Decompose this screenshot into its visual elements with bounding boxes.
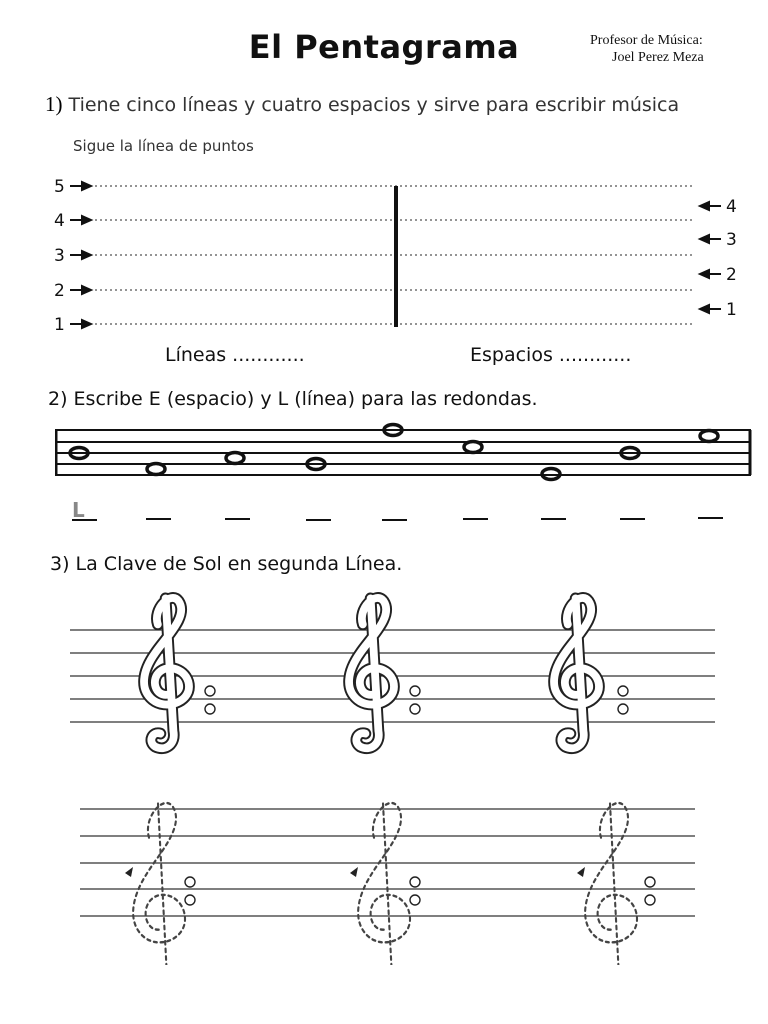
clef-dots-icon: [410, 877, 420, 905]
line-number-4: 4: [54, 211, 65, 231]
clef-dots-icon: [185, 877, 195, 905]
whole-note-icon: [306, 459, 326, 470]
space-number-4: 4: [726, 197, 737, 217]
question-2: 2) Escribe E (espacio) y L (línea) para las redondas.: [48, 388, 538, 410]
teacher-label: Profesor de Música:: [590, 33, 703, 48]
question-3: 3) La Clave de Sol en segunda Línea.: [50, 553, 403, 575]
arrow-left-icon: [700, 270, 721, 278]
whole-note-icon: [69, 448, 89, 459]
whole-note-icon: [464, 442, 482, 453]
arrow-right-icon: [70, 251, 91, 259]
clef-dots-icon: [645, 877, 655, 905]
teacher-info: [590, 32, 750, 66]
arrow-left-icon: [700, 235, 721, 243]
question-1-number: 1): [45, 92, 63, 116]
clef-dots-icon: [410, 686, 420, 714]
clef-dots-icon: [618, 686, 628, 714]
line-number-5: 5: [54, 177, 65, 197]
notes-staff: [55, 418, 755, 488]
whole-note-icon: [700, 431, 718, 442]
dotted-treble-clef-icon: [358, 803, 410, 965]
teacher-name: Joel Perez Meza: [612, 50, 704, 65]
space-number-2: 2: [726, 265, 737, 285]
start-arrow-icon: [125, 867, 133, 877]
arrow-right-icon: [70, 216, 91, 224]
page-title: El Pentagrama: [248, 28, 520, 66]
answer-blanks: [70, 495, 750, 527]
espacios-answer-label: Espacios ............: [470, 344, 632, 366]
arrow-right-icon: [70, 286, 91, 294]
clef-dots-icon: [205, 686, 215, 714]
whole-note-icon: [383, 425, 403, 436]
arrow-left-icon: [700, 202, 721, 210]
clef-tracing-staff-outline: [55, 585, 720, 765]
follow-dots-instruction: Sigue la línea de puntos: [73, 137, 254, 155]
arrow-left-icon: [700, 305, 721, 313]
example-answer: L: [72, 498, 85, 522]
line-number-3: 3: [54, 246, 65, 266]
dotted-staff-diagram: [50, 170, 750, 335]
space-number-1: 1: [726, 300, 737, 320]
clef-tracing-staff-dotted: [55, 765, 720, 965]
question-1-text: Tiene cinco líneas y cuatro espacios y sirve para escribir música: [68, 94, 680, 116]
whole-note-icon: [226, 453, 244, 464]
line-number-1: 1: [54, 315, 65, 335]
arrow-right-icon: [70, 182, 91, 190]
whole-note-icon: [541, 469, 561, 480]
space-number-3: 3: [726, 230, 737, 250]
arrow-right-icon: [70, 320, 91, 328]
question-1: [45, 92, 679, 117]
start-arrow-icon: [350, 867, 358, 877]
start-arrow-icon: [577, 867, 585, 877]
whole-note-icon: [620, 448, 640, 459]
dotted-treble-clef-icon: [133, 803, 185, 965]
line-number-2: 2: [54, 281, 65, 301]
dotted-treble-clef-icon: [585, 803, 637, 965]
lineas-answer-label: Líneas ............: [165, 344, 305, 366]
whole-note-icon: [147, 464, 165, 475]
dotted-staff-lines: [95, 186, 692, 324]
